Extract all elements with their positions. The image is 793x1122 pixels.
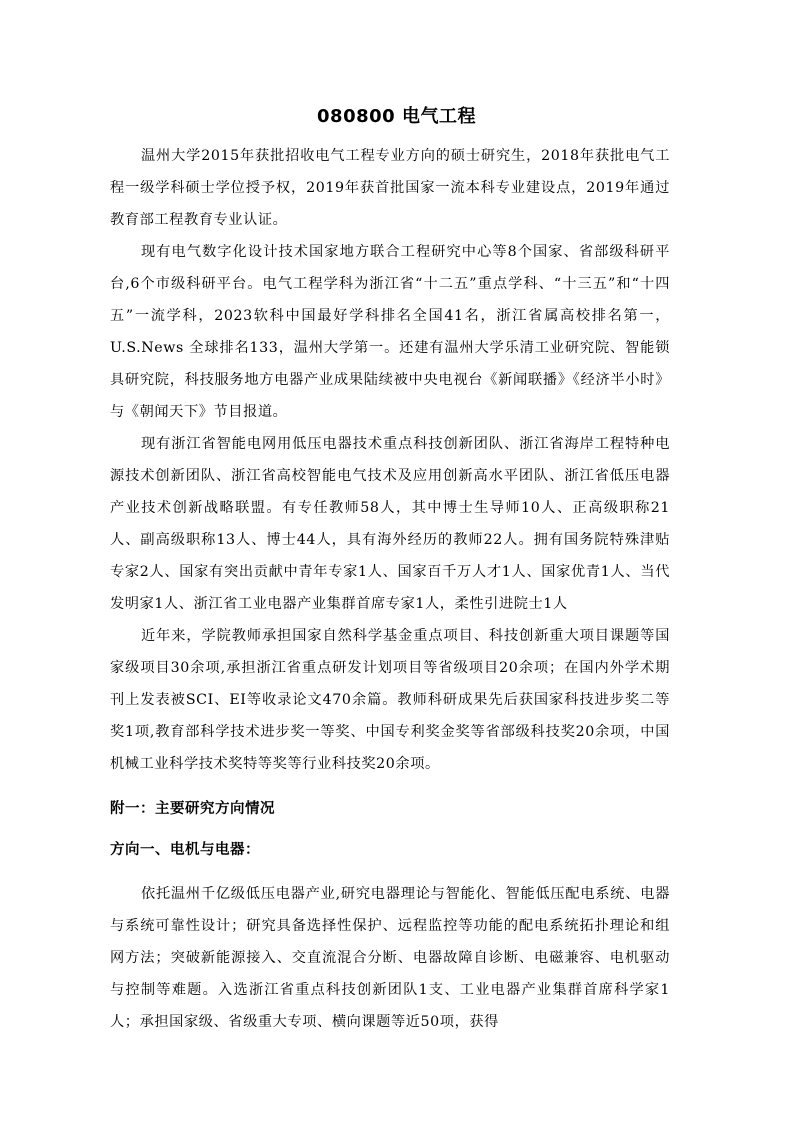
paragraph-history: 温州大学2015年获批招收电气工程专业方向的硕士研究生，2018年获批电气工程一级学科硕士学位授予权，2019年获首批国家一流本科专业建设点，2019年通过教育部工程教育专业认证。 [110,148,670,228]
direction-heading: 方向一、电机与电器： [110,842,260,858]
document-title: 080800 电气工程 [317,106,476,127]
paragraph-research-output: 近年来，学院教师承担国家自然科学基金重点项目、科技创新重大项目课题等国家级项目30余项,承担浙江省重点研发计划项目等省级项目20余项；在国内外学术期刊上发表被SCI、EI等收录论文470余篇。教师科研成果先后获国家科技进步奖二等奖1项,教育部科学技术进步奖一等奖、中国专利奖金奖等省部级科技奖20余项，中国机械工业科学技术奖特等奖等行业科技奖20余项。 [110,628,670,772]
appendix-heading: 附一：主要研究方向情况 [110,801,275,817]
paragraph-direction-one: 依托温州千亿级低压电器产业,研究电器理论与智能化、智能低压配电系统、电器与系统可靠性设计；研究具备选择性保护、远程监控等功能的配电系统拓扑理论和组网方法；突破新能源接入、交直流混合分断、电器故障自诊断、电磁兼容、电机驱动与控制等难题。入选浙江省重点科技创新团队1支、工业电器产业集群首席科学家1人；承担国家级、省级重大专项、横向课题等近50项，获得 [110,886,670,1030]
document-body [110,140,670,1038]
paragraph-teams-faculty: 现有浙江省智能电网用低压电器技术重点科技创新团队、浙江省海岸工程特种电源技术创新团队、浙江省高校智能电气技术及应用创新高水平团队、浙江省低压电器产业技术创新战略联盟。有专任教师58人，其中博士生导师10人、正高级职称21人、副高级职称13人、博士44人，具有海外经历的教师22人。拥有国务院特殊津贴专家2人、国家有突出贡献中青年专家1人、国家百千万人才1人、国家优青1人、当代发明家1人、浙江省工业电器产业集群首席专家1人，柔性引进院士1人 [110,436,670,612]
paragraph-platforms: 现有电气数字化设计技术国家地方联合工程研究中心等8个国家、省部级科研平台,6个市级科研平台。电气工程学科为浙江省“十二五”重点学科、“十三五”和“十四五”一流学科，2023软科中国最好学科排名全国41名，浙江省属高校排名第一，U.S.News 全球排名133，温州大学第一。还建有温州大学乐清工业研究院、智能锁具研究院，科技服务地方电器产业成果陆续被中央电视台《新闻联播》《经济半小时》与《朝闻天下》节目报道。 [110,244,670,420]
